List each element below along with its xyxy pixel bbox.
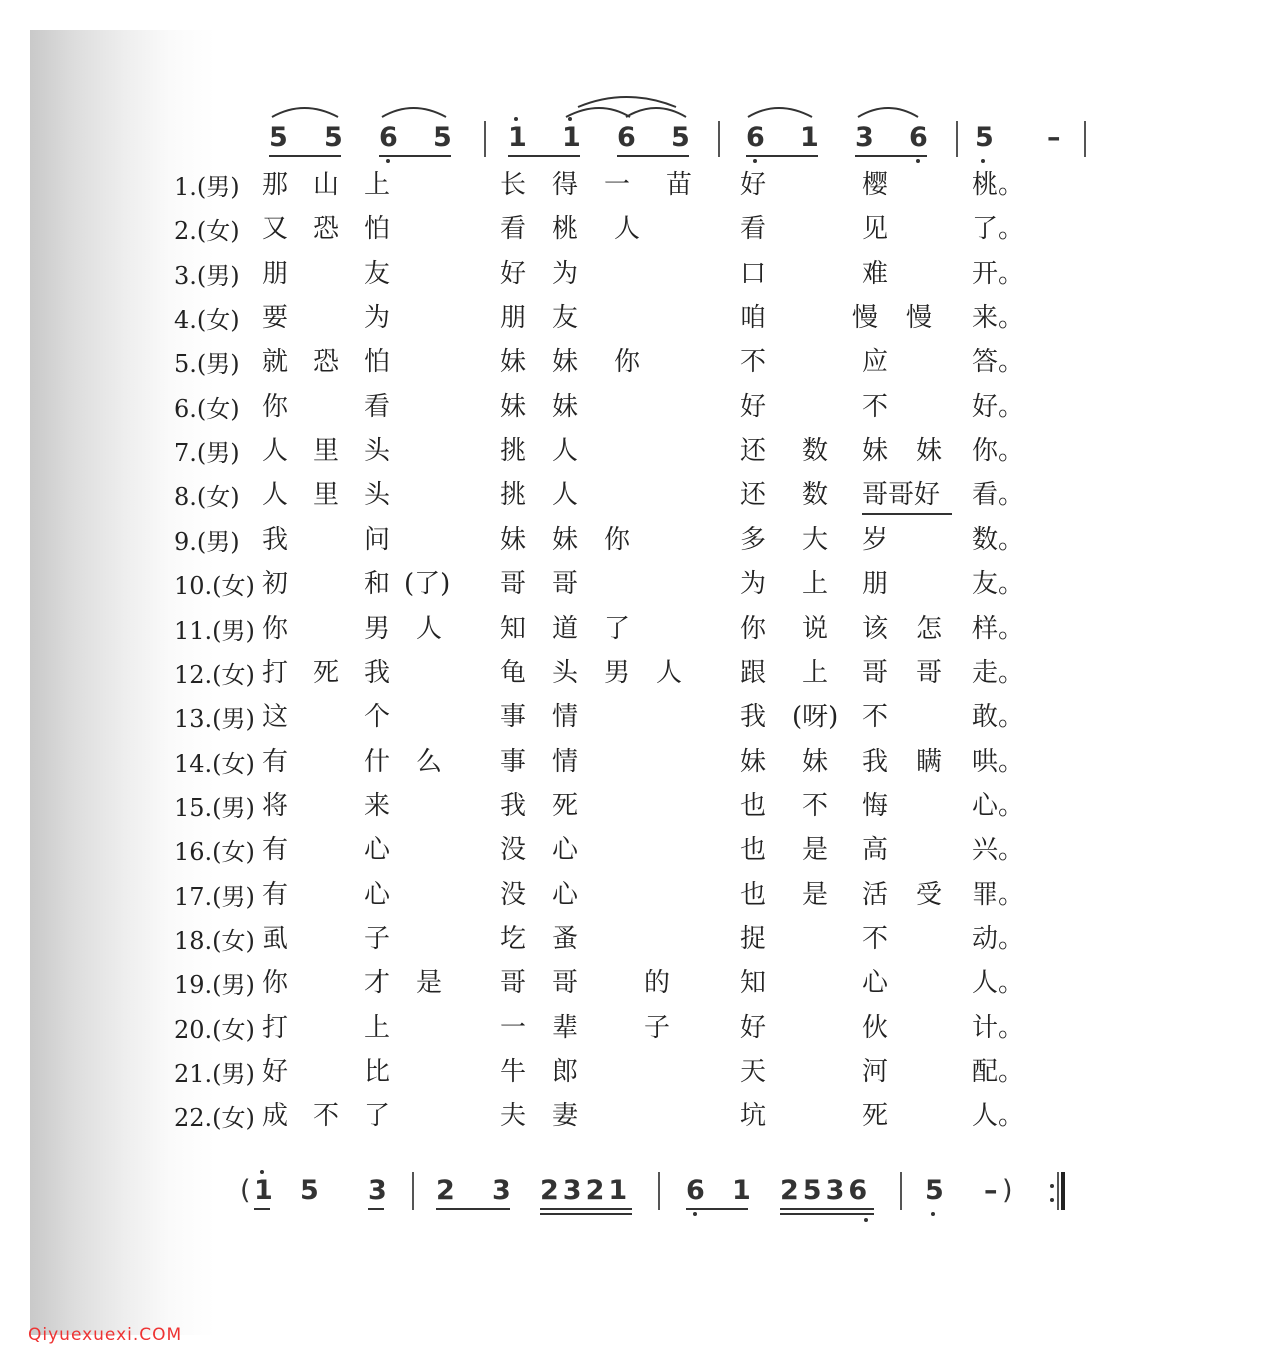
lyric-syllable: 妹 [552,525,579,555]
lyric-syllable: 走。 [972,658,1025,688]
lyric-syllable: 还 [740,480,767,510]
verse-number: 3.(男) [174,262,240,290]
lyric-syllable: 人 [614,214,641,244]
lyric-syllable: 了。 [972,214,1025,244]
lyric-syllable: 怎 [916,614,943,644]
lyric-syllable: 受 [916,880,943,910]
lyric-syllable: 子 [364,924,391,954]
lyric-syllable: 友。 [972,569,1025,599]
lyric-syllable: 山 [313,170,340,200]
lyric-syllable: 知 [740,968,767,998]
lyric-syllable: 动。 [972,924,1025,954]
lyric-syllable: 才 [364,968,391,998]
lyric-syllable: 妹 [916,436,943,466]
lyric-syllable: 你 [740,614,767,644]
lyric-syllable: 应 [862,347,889,377]
barline [412,1172,414,1210]
verse-number: 15.(男) [174,794,255,822]
note-group: 2321 [540,1175,632,1206]
lyric-syllable: 心 [552,835,579,865]
note: 3 [492,1175,511,1206]
verse-number: 10.(女) [174,572,255,600]
lyric-syllable: 成 [262,1101,289,1131]
lyric-syllable: 人 [656,658,683,688]
lyric-syllable: 不 [862,702,889,732]
lyric-syllable: 来。 [972,303,1025,333]
lyric-syllable: 你 [604,525,631,555]
lyric-syllable: 看 [364,392,391,422]
note: 5 [433,122,452,153]
lyric-syllable: 夫 [500,1101,527,1131]
lyric-syllable: 要 [262,303,289,333]
note: 6 [909,122,928,153]
final-barline [1057,1172,1059,1210]
note: 5 [925,1175,944,1206]
lyric-syllable: 兴。 [972,835,1025,865]
lyric-syllable: 慢 [906,303,933,333]
lyric-syllable: 一 [500,1013,527,1043]
lyric-syllable: 有 [262,747,289,777]
lyric-syllable: 没 [500,880,527,910]
lyric-syllable: 好 [500,259,527,289]
verse-number: 20.(女) [174,1016,255,1044]
lyric-syllable: 你 [614,347,641,377]
lyric-syllable: 捉 [740,924,767,954]
lyric-syllable: 妹 [500,347,527,377]
lyric-syllable: 上 [802,569,829,599]
lyric-syllable: 罪。 [972,880,1025,910]
lyric-syllable: 的 [644,968,671,998]
lyric-syllable: 好 [740,392,767,422]
lyric-syllable: 数。 [972,525,1025,555]
lyric-syllable: 我 [364,658,391,688]
lyric-syllable: 也 [740,880,767,910]
lyric-syllable: 不 [313,1101,340,1131]
lyric-syllable: 头 [552,658,579,688]
lyric-syllable: 悔 [862,791,889,821]
lyric-syllable: 死 [552,791,579,821]
lyric-syllable: 咱 [740,303,767,333]
barline [900,1172,902,1210]
lyric-syllable: 怕 [364,347,391,377]
lyric-syllable: 事 [500,747,527,777]
lyric-syllable: 这 [262,702,289,732]
lyric-syllable: 是 [802,880,829,910]
lyric-syllable: 男 [364,614,391,644]
lyric-syllable: 人 [416,614,443,644]
lyric-syllable: 你。 [972,436,1025,466]
lyric-syllable: 计。 [972,1013,1025,1043]
lyric-syllable: 初 [262,569,289,599]
lyric-syllable: 怕 [364,214,391,244]
lyric-syllable: 数 [802,436,829,466]
lyric-syllable: 樱 [862,170,889,200]
lyric-syllable: 也 [740,791,767,821]
note: 1 [800,122,819,153]
lyric-syllable: 辈 [552,1013,579,1043]
lyric-syllable: 说 [802,614,829,644]
lyric-syllable: 个 [364,702,391,732]
lyric-syllable: 该 [862,614,889,644]
lyric-syllable: 大 [802,525,829,555]
verse-number: 2.(女) [174,217,240,245]
note: 5 [269,122,288,153]
note: – [1047,122,1061,153]
lyric-syllable: 我 [740,702,767,732]
lyric-syllable: 妹 [862,436,889,466]
lyric-syllable: 哄。 [972,747,1025,777]
lyric-syllable: 答。 [972,347,1025,377]
lyric-syllable: 么 [416,747,443,777]
lyric-syllable: 比 [364,1057,391,1087]
verse-number: 12.(女) [174,661,255,689]
lyric-syllable: 心 [552,880,579,910]
lyric-syllable: 不 [802,791,829,821]
lyric-syllable: 人 [262,480,289,510]
lyric-syllable: 头 [364,436,391,466]
lyric-syllable: 就 [262,347,289,377]
lyric-syllable: 妹 [802,747,829,777]
lyric-syllable: 妻 [552,1101,579,1131]
lyric-syllable: 恐 [313,347,340,377]
lyric-syllable: 见 [862,214,889,244]
lyric-underline [862,513,952,515]
verse-number: 16.(女) [174,838,255,866]
verse-number: 1.(男) [174,173,240,201]
lyric-syllable: 龟 [500,658,527,688]
verse-number: 13.(男) [174,705,255,733]
note: 3 [855,122,874,153]
lyric-syllable: 哥 [862,658,889,688]
lyric-syllable: 妹 [552,392,579,422]
lyric-syllable: 道 [552,614,579,644]
repeat-dot [1050,1184,1054,1188]
lyric-syllable: 哥 [500,569,527,599]
note: 6 [746,122,765,153]
lyric-syllable: 人。 [972,968,1025,998]
lyric-syllable: 友 [364,259,391,289]
lyric-syllable: (呀) [792,702,839,732]
lyric-syllable: 有 [262,835,289,865]
lyric-syllable: 跟 [740,658,767,688]
lyric-syllable: 妹 [500,392,527,422]
verse-number: 21.(男) [174,1060,255,1088]
lyric-syllable: 活 [862,880,889,910]
lyric-syllable: 为 [740,569,767,599]
lyric-syllable: 伙 [862,1013,889,1043]
lyric-syllable: 好。 [972,392,1025,422]
lyric-syllable: 瞒 [916,747,943,777]
note: 1 [562,122,581,153]
lyric-syllable: 上 [364,170,391,200]
lyric-syllable: 蚤 [552,924,579,954]
lyric-syllable: 看 [500,214,527,244]
note: 2 [436,1175,455,1206]
note-group: 2536 [780,1175,872,1206]
lyric-syllable: 配。 [972,1057,1025,1087]
verse-number: 5.(男) [174,350,240,378]
note: 1 [732,1175,751,1206]
verse-number: 8.(女) [174,483,240,511]
lyric-syllable: 坑 [740,1101,767,1131]
close-paren: ) [1002,1175,1013,1206]
verse-number: 14.(女) [174,750,255,778]
lyric-syllable: 里 [313,436,340,466]
lyric-syllable: 打 [262,658,289,688]
lyric-syllable: 什 [364,747,391,777]
lyric-syllable: 我 [262,525,289,555]
lyric-syllable: 朋 [262,259,289,289]
lyric-syllable: 看。 [972,480,1025,510]
lyric-syllable: 不 [862,924,889,954]
lyric-syllable: 桃 [552,214,579,244]
lyric-syllable: 还 [740,436,767,466]
site-watermark: Qiyuexuexi.COM [28,1325,183,1345]
lyric-syllable: 一 [604,170,631,200]
verse-number: 9.(男) [174,528,240,556]
verse-number: 11.(男) [174,617,255,645]
lyric-syllable: 男 [604,658,631,688]
lyric-syllable: 友 [552,303,579,333]
lyric-syllable: 人。 [972,1101,1025,1131]
lyric-syllable: 是 [416,968,443,998]
lyric-syllable: 挑 [500,480,527,510]
lyric-syllable: 看 [740,214,767,244]
lyric-syllable: 不 [740,347,767,377]
lyric-syllable: 上 [802,658,829,688]
lyric-syllable: 事 [500,702,527,732]
lyric-syllable: 河 [862,1057,889,1087]
lyric-syllable: 死 [862,1101,889,1131]
lyric-syllable: 心。 [972,791,1025,821]
lyric-syllable: 和 [364,569,391,599]
lyric-syllable: 好 [262,1057,289,1087]
lyric-syllable: 了 [604,614,631,644]
lyric-syllable: 里 [313,480,340,510]
lyric-syllable: 人 [262,436,289,466]
lyric-syllable: 了 [364,1101,391,1131]
open-paren: ( [240,1175,251,1206]
lyric-syllable: 桃。 [972,170,1025,200]
lyric-syllable: 情 [552,747,579,777]
lyric-syllable: 天 [740,1057,767,1087]
lyric-syllable: 郎 [552,1057,579,1087]
lyric-syllable: 多 [740,525,767,555]
lyric-syllable: 没 [500,835,527,865]
lyric-syllable: 哥 [916,658,943,688]
lyric-syllable: 朋 [862,569,889,599]
lyric-syllable: 敢。 [972,702,1025,732]
lyric-syllable: 苗 [666,170,693,200]
lyric-syllable: 虱 [262,924,289,954]
lyric-syllable: 也 [740,835,767,865]
verse-number: 6.(女) [174,395,240,423]
lyric-syllable: 妹 [552,347,579,377]
lyric-syllable: 慢 [852,303,879,333]
note: 1 [254,1175,273,1206]
lyric-syllable: 子 [644,1013,671,1043]
note: 6 [617,122,636,153]
lyric-syllable: 是 [802,835,829,865]
lyric-syllable: 我 [500,791,527,821]
verse-number: 19.(男) [174,971,255,999]
lyric-syllable: 将 [262,791,289,821]
barline [658,1172,660,1210]
lyric-syllable: 哥 [552,569,579,599]
note: 5 [324,122,343,153]
lyric-syllable: 你 [262,968,289,998]
lyric-syllable: 数 [802,480,829,510]
verse-number: 7.(男) [174,439,240,467]
lyric-syllable: 来 [364,791,391,821]
lyric-syllable: 问 [364,525,391,555]
note: 1 [508,122,527,153]
lyric-syllable: 打 [262,1013,289,1043]
lyric-syllable: 恐 [313,214,340,244]
lyric-syllable: 开。 [972,259,1025,289]
lyric-syllable: 不 [862,392,889,422]
lyric-syllable: 那 [262,170,289,200]
lyric-syllable: 圪 [500,924,527,954]
notation-bottom-line [0,1160,1275,1230]
lyric-syllable: 得 [552,170,579,200]
lyric-syllable: 又 [262,214,289,244]
lyric-syllable: 你 [262,614,289,644]
lyric-syllable: 好 [740,1013,767,1043]
lyric-syllable: 知 [500,614,527,644]
lyric-syllable: 挑 [500,436,527,466]
note: 5 [300,1175,319,1206]
note: 6 [686,1175,705,1206]
verse-number: 17.(男) [174,883,255,911]
lyric-syllable: 口 [740,259,767,289]
note: 3 [368,1175,387,1206]
lyric-syllable: 有 [262,880,289,910]
lyric-syllable: 哥 [552,968,579,998]
note: 5 [671,122,690,153]
lyric-syllable: 死 [313,658,340,688]
verse-number: 22.(女) [174,1104,255,1132]
note: 6 [379,122,398,153]
lyric-syllable: 难 [862,259,889,289]
note: 5 [975,122,994,153]
lyric-syllable: 高 [862,835,889,865]
lyric-syllable: 长 [500,170,527,200]
lyric-syllable: 牛 [500,1057,527,1087]
lyric-syllable: 上 [364,1013,391,1043]
lyric-syllable: 心 [862,968,889,998]
lyric-syllable: 好 [740,170,767,200]
lyric-syllable: 为 [552,259,579,289]
lyric-syllable: 你 [262,392,289,422]
lyric-syllable: 岁 [862,525,889,555]
lyric-syllable: 为 [364,303,391,333]
lyric-syllable: 情 [552,702,579,732]
lyric-syllable: (了) [404,569,451,599]
lyric-syllable: 妹 [500,525,527,555]
final-barline [1061,1172,1065,1210]
lyric-syllable: 我 [862,747,889,777]
lyric-syllable: 样。 [972,614,1025,644]
lyric-syllable: 妹 [740,747,767,777]
verse-number: 4.(女) [174,306,240,334]
lyric-syllable: 人 [552,436,579,466]
repeat-dot [1050,1198,1054,1202]
lyric-syllable: 朋 [500,303,527,333]
lyric-syllable: 头 [364,480,391,510]
lyric-syllable: 人 [552,480,579,510]
lyric-syllable: 心 [364,835,391,865]
lyric-syllable: 哥哥好 [862,480,941,510]
lyric-syllable: 哥 [500,968,527,998]
note: – [984,1175,998,1206]
lyric-syllable: 心 [364,880,391,910]
verse-number: 18.(女) [174,927,255,955]
